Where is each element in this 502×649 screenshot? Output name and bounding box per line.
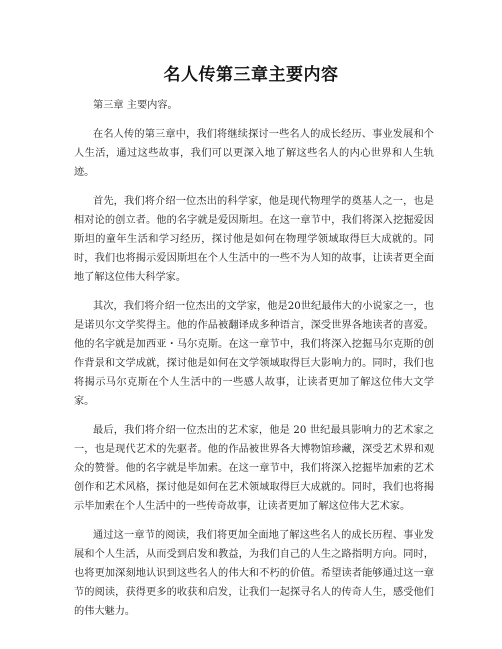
paragraph-einstein: 首先，我们将介绍一位杰出的科学家，他是现代物理学的奠基人之一，也是相对论的创立者。他的名字就是爱因斯坦。在这一章节中，我们将深入挖掘爱因斯坦的童年生活和学习经历，探讨他是如何在物理学领域取得巨大成就的。同时，我们也将揭示爱因斯坦在个人生活中的一些不为人知的故事，让读者更全面地了解这位伟大科学家。 bbox=[74, 196, 434, 283]
paragraph-overview: 在名人传的第三章中，我们将继续探讨一些名人的成长经历、事业发展和个人生活，通过这些故事，我们可以更深入地了解这些名人的内心世界和人生轨迹。 bbox=[74, 129, 434, 178]
paragraph-picasso: 最后，我们将介绍一位杰出的艺术家，他是 20 世纪最具影响力的艺术家之一，也是现代艺术的先驱者。他的作品被世界各大博物馆珍藏，深受艺术界和观众的赞誉。他的名字就是毕加索。在这一章节中，我们将深入挖掘毕加索的艺术创作和艺术风格，探讨他是如何在艺术领域取得巨大成就的。同时，我们也将揭示毕加索在个人生活中的一些传奇故事，让读者更加了解这位伟大艺术家。 bbox=[74, 425, 434, 512]
paragraph-marquez: 其次，我们将介绍一位杰出的文学家，他是20世纪最伟大的小说家之一，也是诺贝尔文学奖得主。他的作品被翻译成多种语言，深受世界各地读者的喜爱。他的名字就是加西亚・马尔克斯。在这一章节中，我们将深入挖掘马尔克斯的创作背景和文学成就，探讨他是如何在文学领域取得巨大影响力的。同时，我们也将揭示马尔克斯在个人生活中的一些感人故事，让读者更加了解这位伟大文学家。 bbox=[74, 301, 434, 407]
document-body bbox=[74, 96, 434, 631]
paragraph-conclusion: 通过这一章节的阅读，我们将更加全面地了解这些名人的成长历程、事业发展和个人生活，从而受到启发和教益，为我们自己的人生之路指明方向。同时，也将更加深刻地认识到这些名人的伟大和不朽的价值。希望读者能够通过这一章节的阅读，获得更多的收获和启发，让我们一起探寻名人的传奇人生，感受他们的伟大魅力。 bbox=[74, 530, 434, 617]
document-title: 名人传第三章主要内容 bbox=[163, 65, 339, 85]
paragraph-intro: 第三章 主要内容。 bbox=[93, 100, 178, 111]
